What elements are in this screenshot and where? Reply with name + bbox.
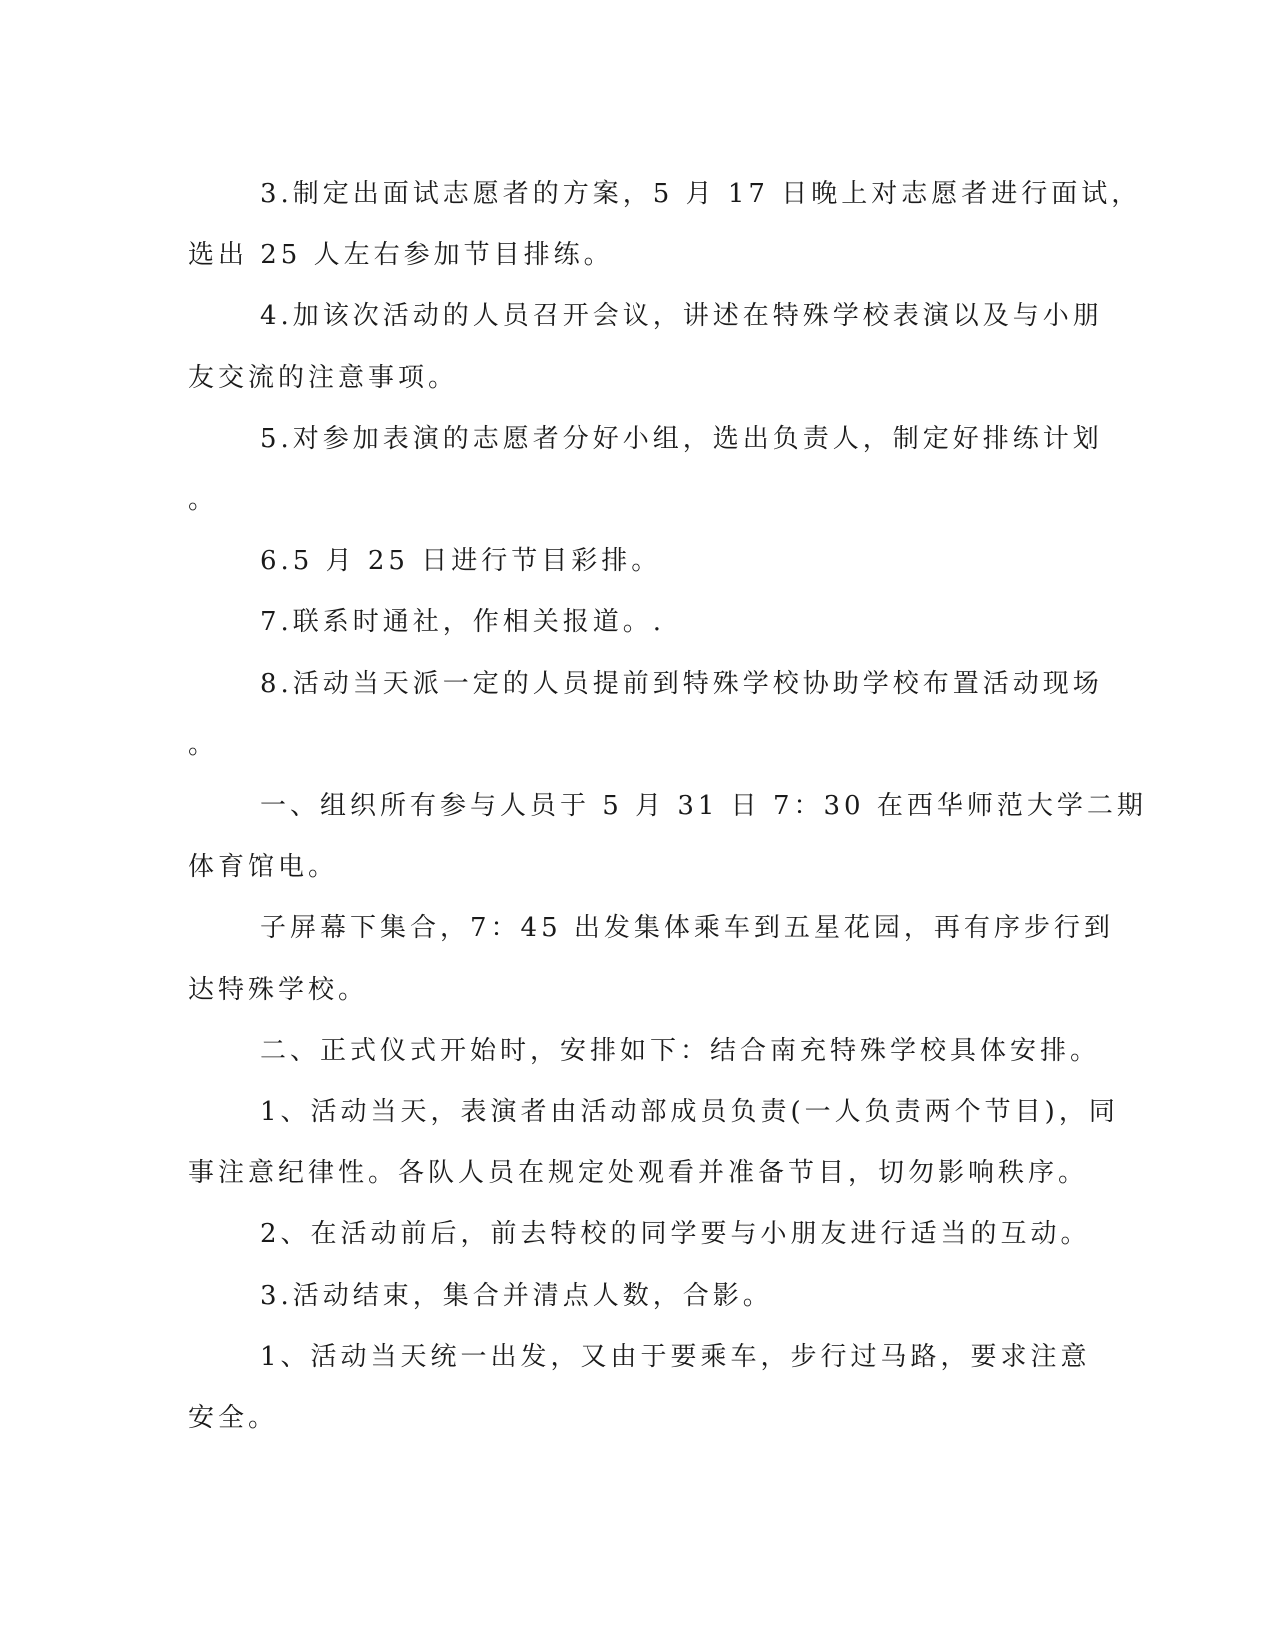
text-line: 6.5 月 25 日进行节目彩排。 xyxy=(260,546,662,577)
paragraph-section-1 xyxy=(188,776,1147,898)
text-line: 一、组织所有参与人员于 5 月 31 日 7：30 在西华师范大学二期 xyxy=(260,791,1147,822)
text-line: 7.联系时通社，作相关报道。. xyxy=(260,607,666,638)
text-line: 2、在活动前后，前去特校的同学要与小朋友进行适当的互动。 xyxy=(260,1219,1091,1250)
paragraph-step-3 xyxy=(188,164,1142,286)
text-line: 3.制定出面试志愿者的方案，5 月 17 日晚上对志愿者进行面试， xyxy=(260,179,1142,209)
text-line: 友交流的注意事项。 xyxy=(188,362,459,393)
text-line: 二、正式仪式开始时，安排如下：结合南充特殊学校具体安排。 xyxy=(260,1035,1101,1066)
paragraph-item-3 xyxy=(188,1266,1068,1327)
text-line: 4.加该次活动的人员召开会议，讲述在特殊学校表演以及与小朋 xyxy=(260,301,1103,332)
text-line: 选出 25 人左右参加节目排练。 xyxy=(188,240,614,271)
paragraph-step-4 xyxy=(188,286,1103,408)
text-line: 8.活动当天派一定的人员提前到特殊学校协助学校布置活动现场 xyxy=(260,668,1103,699)
text-line: 达特殊学校。 xyxy=(188,974,369,1005)
text-line: 5.对参加表演的志愿者分好小组，选出负责人，制定好排练计划 xyxy=(260,423,1103,454)
paragraph-item-2 xyxy=(188,1204,1091,1265)
text-line: 1、活动当天，表演者由活动部成员负责(一人负责两个节目)，同 xyxy=(260,1097,1119,1128)
text-line: 。 xyxy=(188,485,219,516)
paragraph-step-5 xyxy=(188,409,1103,531)
paragraph-step-6 xyxy=(188,531,1068,592)
text-line: 3.活动结束，集合并清点人数，合影。 xyxy=(260,1280,773,1311)
text-line: 事注意纪律性。各队人员在规定处观看并准备节目，切勿影响秩序。 xyxy=(188,1158,1089,1189)
text-line: 子屏幕下集合，7：45 出发集体乘车到五星花园，再有序步行到 xyxy=(260,913,1114,944)
text-line: 体育馆电。 xyxy=(188,852,339,883)
paragraph-step-7 xyxy=(188,592,1068,653)
paragraph-section-2 xyxy=(188,1021,1101,1082)
document-body xyxy=(188,164,1147,1449)
paragraph-safety xyxy=(188,1327,1091,1449)
paragraph-assembly xyxy=(188,898,1114,1020)
text-line: 1、活动当天统一出发，又由于要乘车，步行过马路，要求注意 xyxy=(260,1341,1091,1372)
paragraph-item-1 xyxy=(188,1082,1119,1204)
paragraph-step-8 xyxy=(188,654,1103,776)
text-line: 安全。 xyxy=(188,1403,279,1434)
text-line: 。 xyxy=(188,729,219,760)
